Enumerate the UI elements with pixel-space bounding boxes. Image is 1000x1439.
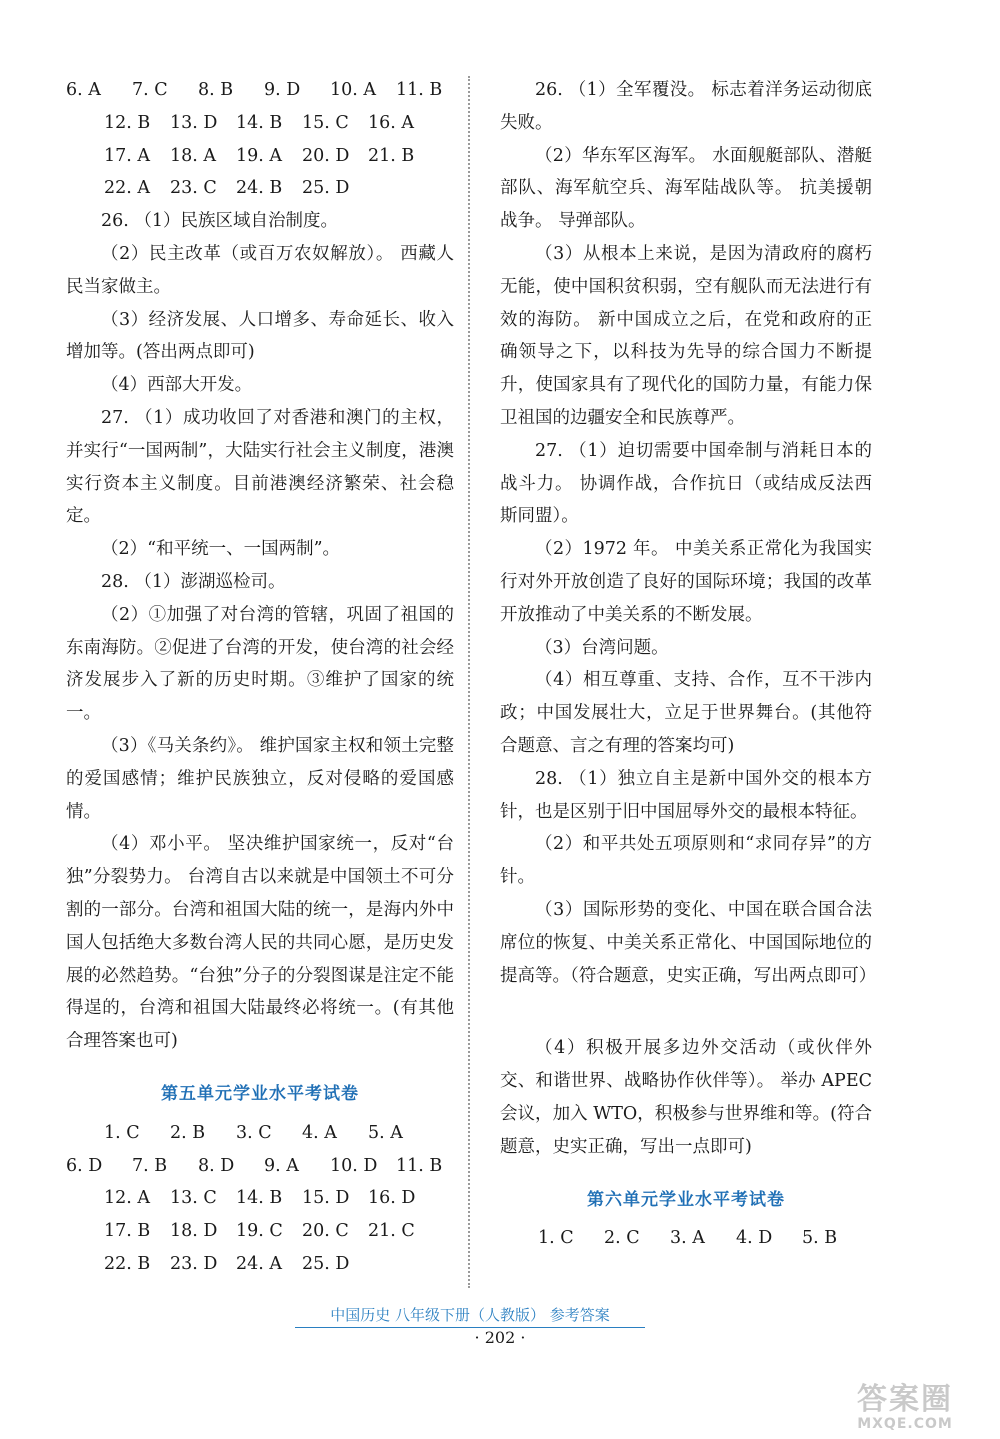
answer-item: 5. A — [368, 1122, 403, 1143]
answer-paragraph: （3）经济发展、人口增多、寿命延长、收入增加等。(答出两点即可) — [66, 309, 454, 363]
answer-item: 2. B — [170, 1122, 206, 1143]
answer-item: 17. A — [104, 145, 151, 166]
answer-item: 23. D — [170, 1253, 218, 1274]
answer-paragraph: （4）邓小平。 坚决维护国家统一，反对“台独”分裂势力。 台湾自古以来就是中国领土不可分割的一部分。台湾和祖国大陆的统一，是海内外中国人包括绝大多数台湾人民的共同心愿，是历史发展的必然趋势。“台独”分子的分裂图谋是注定不能得逞的，台湾和祖国大陆最终必将统一。(有其他合理答案也可) — [66, 834, 454, 1052]
answer-item: 16. D — [368, 1188, 416, 1209]
answer-item: 3. A — [670, 1228, 705, 1249]
answer-paragraph: （4）积极开展多边外交活动（或伙伴外交、和谐世界、战略协作伙伴等）。 举办 APEC 会议，加入 WTO，积极参与世界维和等。(符合题意，史实正确，写出一点即可) — [500, 1038, 872, 1157]
answer-paragraph: （2）民主改革（或百万农奴解放）。 西藏人民当家做主。 — [66, 243, 454, 297]
answer-paragraph: （2）和平共处五项原则和“求同存异”的方针。 — [500, 834, 872, 888]
answer-item: 11. B — [396, 80, 443, 100]
answer-paragraph: 28. （1）独立自主是新中国外交的根本方针，也是区别于旧中国屈辱外交的最根本特征。 — [500, 768, 872, 822]
answer-item: 7. B — [132, 1155, 168, 1176]
answer-row — [66, 1150, 454, 1183]
answer-row — [66, 140, 454, 173]
answer-paragraph: （2）①加强了对台湾的管辖，巩固了祖国的东南海防。②促进了台湾的开发，使台湾的社会经济发展步入了新的历史时期。③维护了国家的统一。 — [66, 604, 454, 724]
answer-item: 6. A — [66, 80, 101, 100]
answer-item: 9. A — [264, 1155, 299, 1176]
answer-item: 22. A — [104, 178, 151, 199]
column-divider — [468, 76, 470, 1288]
answer-row — [66, 1182, 454, 1215]
answer-paragraph: 28. （1）澎湖巡检司。 — [101, 571, 286, 592]
right-column — [500, 74, 877, 1255]
answer-item: 12. A — [104, 1188, 151, 1209]
answer-item: 7. C — [132, 80, 168, 100]
answer-row — [66, 1215, 454, 1248]
answer-item: 8. B — [198, 80, 234, 100]
answer-row — [66, 74, 454, 107]
answer-paragraph: （3）台湾问题。 — [535, 637, 669, 658]
section5-title: 第五单元学业水平考试卷 — [161, 1083, 359, 1104]
answer-item: 21. B — [368, 145, 415, 166]
answer-item: 12. B — [104, 112, 151, 133]
answer-item: 4. D — [736, 1228, 773, 1249]
answer-paragraph: （2）“和平统一、一国两制”。 — [101, 539, 341, 560]
section6-title: 第六单元学业水平考试卷 — [587, 1189, 785, 1210]
answer-item: 8. D — [198, 1155, 235, 1176]
answer-paragraph: （3）国际形势的变化、中国在联合国合法席位的恢复、中美关系正常化、中国国际地位的提高等。（符合题意，史实正确，写出两点即可） — [500, 899, 877, 986]
answer-paragraph: 27. （1）迫切需要中国牵制与消耗日本的战斗力。 协调作战，合作抗日（或结成反法西斯同盟）。 — [500, 440, 872, 527]
answer-item: 10. A — [330, 80, 377, 100]
answer-item: 6. D — [66, 1155, 103, 1176]
answer-item: 18. A — [170, 145, 217, 166]
answer-item: 15. C — [302, 112, 349, 133]
answer-item: 14. B — [236, 1188, 283, 1209]
answer-item: 22. B — [104, 1253, 151, 1274]
answer-item: 15. D — [302, 1188, 350, 1209]
answer-paragraph: 26. （1）民族区域自治制度。 — [101, 211, 339, 232]
answer-paragraph: （4）相互尊重、支持、合作，互不干涉内政；中国发展壮大，立足于世界舞台。(其他符合题意、言之有理的答案均可) — [500, 670, 872, 756]
answer-paragraph: （3）从根本上来说，是因为清政府的腐朽无能，使中国积贫积弱，空有舰队而无法进行有效的海防。 新中国成立之后，在党和政府的正确领导之下，以科技为先导的综合国力不断提升，使国家具有了现代化的国防力量，有能力保卫祖国的边疆安全和民族尊严。 — [500, 243, 872, 428]
right-paragraphs-b — [500, 1032, 872, 1163]
answer-item: 1. C — [538, 1228, 574, 1249]
watermark-url: MXQE.COM — [857, 1415, 953, 1432]
left-column — [66, 74, 454, 1281]
answer-item: 5. B — [802, 1228, 838, 1249]
answer-item: 18. D — [170, 1221, 218, 1242]
answer-item: 25. D — [302, 178, 350, 199]
answer-item: 13. C — [170, 1188, 217, 1209]
answer-item: 17. B — [104, 1221, 151, 1242]
left-mc-answers-b — [66, 1117, 454, 1281]
right-paragraphs-a — [500, 74, 877, 992]
right-mc-answers — [500, 1222, 872, 1255]
answer-paragraph: （3）《马关条约》。 维护国家主权和领土完整的爱国感情；维护民族独立，反对侵略的爱国感情。 — [66, 735, 454, 822]
answer-paragraph: （2）华东军区海军。 水面舰艇部队、潜艇部队、海军航空兵、海军陆战队等。 抗美援朝战争。 导弹部队。 — [500, 145, 872, 232]
answer-item: 24. A — [236, 1253, 283, 1274]
answer-item: 20. C — [302, 1221, 349, 1242]
left-mc-answers-a — [66, 74, 454, 205]
answer-item: 24. B — [236, 178, 283, 199]
answer-paragraph: （2）1972 年。 中美关系正常化为我国实行对外开放创造了良好的国际环境；我国的改革开放推动了中美关系的不断发展。 — [500, 539, 872, 625]
answer-row — [66, 1248, 454, 1281]
answer-item: 2. C — [604, 1228, 640, 1249]
answer-item: 3. C — [236, 1122, 272, 1143]
answer-item: 19. C — [236, 1221, 283, 1242]
answer-item: 13. D — [170, 112, 218, 133]
answer-item: 16. A — [368, 112, 415, 133]
footer-caption: 中国历史 八年级下册（人教版） 参考答案 — [295, 1304, 645, 1328]
answer-item: 11. B — [396, 1155, 443, 1176]
answer-item: 19. A — [236, 145, 283, 166]
answer-item: 21. C — [368, 1221, 415, 1242]
blank-gap — [500, 992, 872, 1032]
page-number: · 202 · — [474, 1328, 526, 1347]
answer-item: 4. A — [302, 1122, 337, 1143]
answer-paragraph: 26. （1）全军覆没。 标志着洋务运动彻底失败。 — [500, 80, 872, 133]
answer-row — [66, 1117, 454, 1150]
watermark-logo-text: 答案圈 — [857, 1381, 953, 1417]
answer-item: 9. D — [264, 80, 301, 100]
answer-item: 25. D — [302, 1253, 350, 1274]
answer-item: 10. D — [330, 1155, 378, 1176]
answer-item: 20. D — [302, 145, 350, 166]
answer-row — [66, 172, 454, 205]
answer-row — [500, 1222, 872, 1255]
answer-paragraph: （4）西部大开发。 — [101, 375, 253, 396]
answer-paragraph: 27. （1）成功收回了对香港和澳门的主权，并实行“一国两制”，大陆实行社会主义制度，港澳实行资本主义制度。目前港澳经济繁荣、社会稳定。 — [66, 407, 454, 527]
answer-item: 14. B — [236, 112, 283, 133]
left-paragraphs — [66, 205, 454, 1058]
answer-item: 23. C — [170, 178, 217, 199]
answer-item: 1. C — [104, 1122, 140, 1143]
watermark-logo — [820, 1380, 990, 1435]
answer-row — [66, 107, 454, 140]
